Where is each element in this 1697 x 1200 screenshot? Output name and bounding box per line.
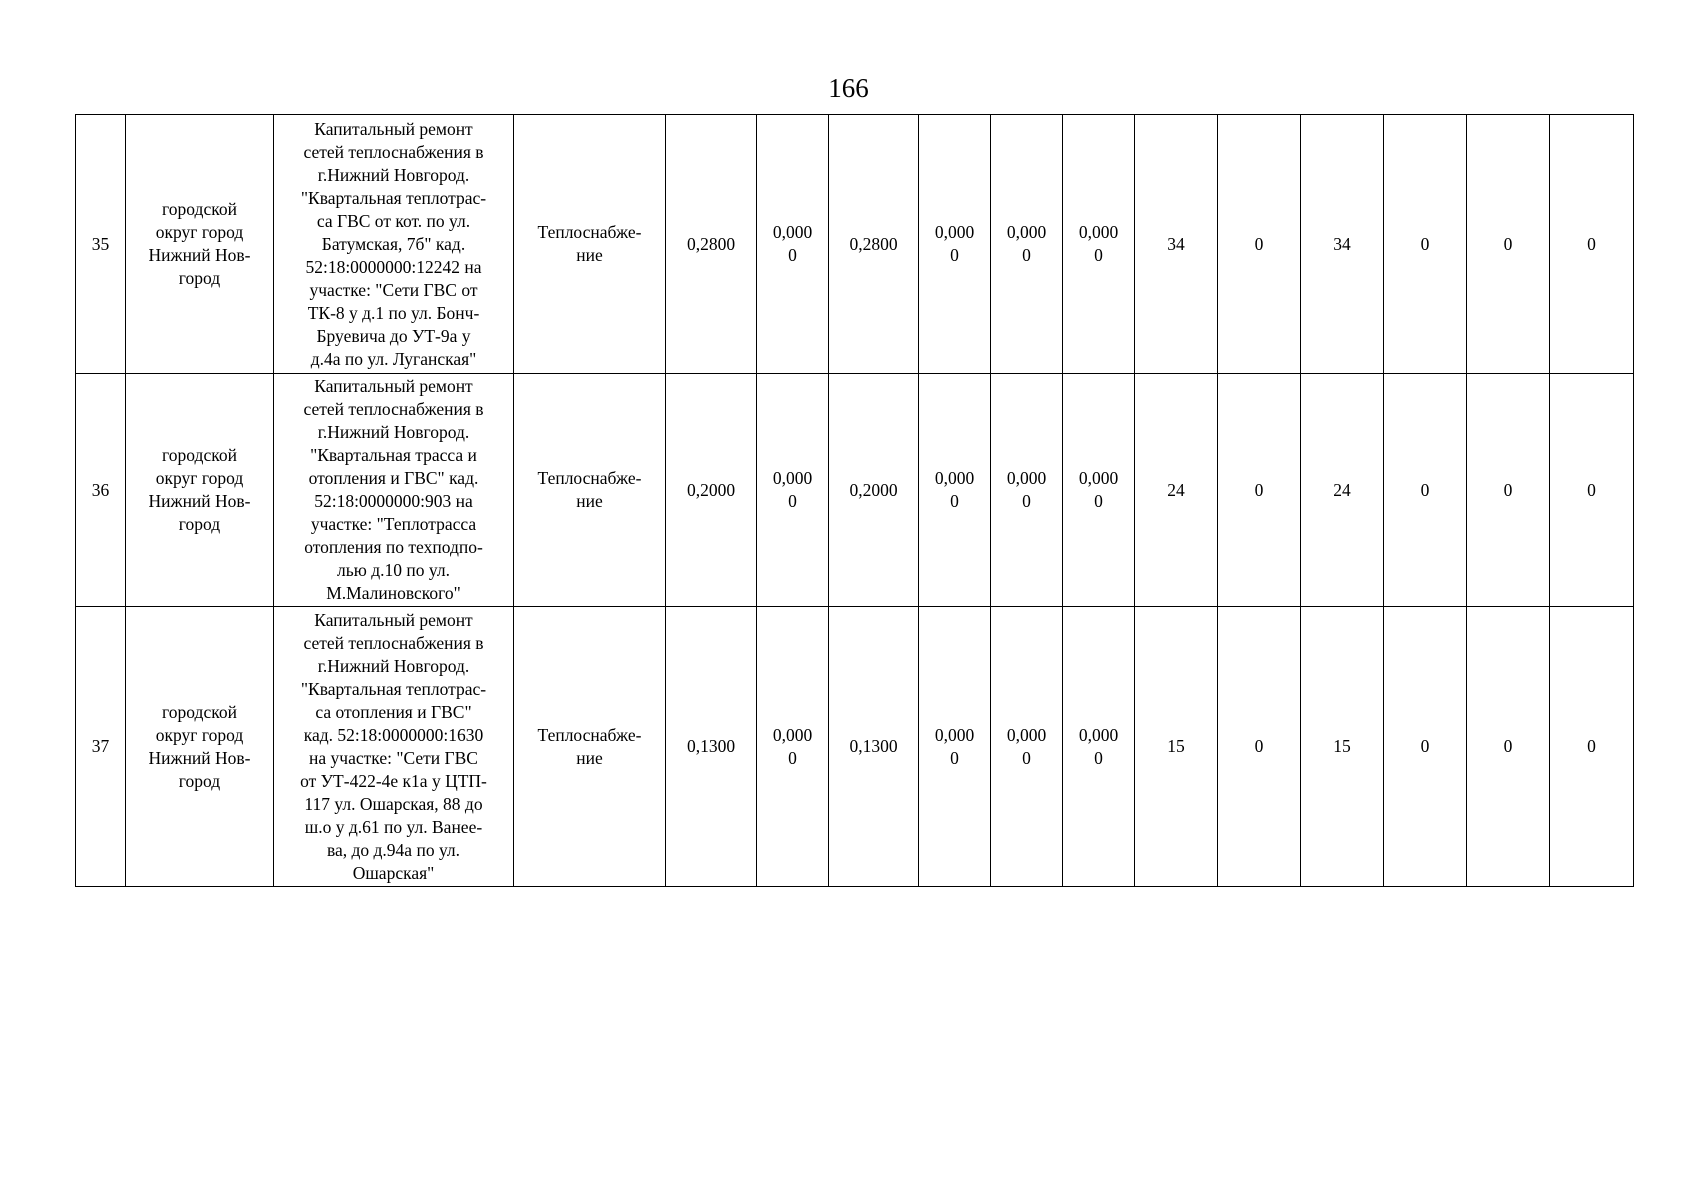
value-cell: 24	[1301, 374, 1384, 607]
page-number: 166	[828, 73, 869, 103]
row-number: 37	[76, 607, 126, 887]
value-cell: 0,000 0	[991, 115, 1063, 374]
value-cell: 0,000 0	[1063, 115, 1135, 374]
row-number: 35	[76, 115, 126, 374]
sector-cell: Теплоснабже- ние	[514, 607, 666, 887]
territory-cell: городской округ город Нижний Нов- город	[126, 607, 274, 887]
table-row	[76, 374, 1634, 607]
value-cell: 0,2000	[829, 374, 919, 607]
value-cell: 0	[1218, 607, 1301, 887]
value-cell: 0,1300	[666, 607, 757, 887]
value-cell: 0,000 0	[991, 374, 1063, 607]
value-cell: 0	[1467, 607, 1550, 887]
sector-cell: Теплоснабже- ние	[514, 115, 666, 374]
table-row	[76, 607, 1634, 887]
value-cell: 0	[1550, 115, 1634, 374]
row-number: 36	[76, 374, 126, 607]
value-cell: 0	[1467, 374, 1550, 607]
value-cell: 0,1300	[829, 607, 919, 887]
value-cell: 15	[1135, 607, 1218, 887]
project-table	[75, 114, 1634, 887]
value-cell: 0,000 0	[991, 607, 1063, 887]
value-cell: 0,000 0	[757, 115, 829, 374]
description-cell: Капитальный ремонт сетей теплоснабжения в г.Нижний Новгород. "Квартальная теплотрас- са ГВС от кот. по ул. Батумская, 7б" кад. 52:18:0000000:12242 на участке: "Сети ГВС от ТК-8 у д.1 по ул. Бонч- Бруевича до УТ-9а у д.4а по ул. Луганская"	[274, 115, 514, 374]
sector-cell: Теплоснабже- ние	[514, 374, 666, 607]
value-cell: 0,000 0	[757, 607, 829, 887]
value-cell: 0,2800	[666, 115, 757, 374]
table-row	[76, 115, 1634, 374]
value-cell: 0,000 0	[919, 374, 991, 607]
value-cell: 0	[1384, 115, 1467, 374]
value-cell: 0,000 0	[1063, 607, 1135, 887]
value-cell: 0	[1467, 115, 1550, 374]
description-cell: Капитальный ремонт сетей теплоснабжения в г.Нижний Новгород. "Квартальная теплотрас- са отопления и ГВС" кад. 52:18:0000000:1630 на участке: "Сети ГВС от УТ-422-4е к1а у ЦТП- 117 ул. Ошарская, 88 до ш.о у д.61 по ул. Ванее- ва, до д.94а по ул. Ошарская"	[274, 607, 514, 887]
value-cell: 34	[1135, 115, 1218, 374]
value-cell: 0,000 0	[919, 607, 991, 887]
value-cell: 0	[1550, 374, 1634, 607]
value-cell: 0,000 0	[1063, 374, 1135, 607]
value-cell: 0	[1384, 374, 1467, 607]
territory-cell: городской округ город Нижний Нов- город	[126, 115, 274, 374]
value-cell: 0	[1218, 115, 1301, 374]
description-cell: Капитальный ремонт сетей теплоснабжения в г.Нижний Новгород. "Квартальная трасса и отопления и ГВС" кад. 52:18:0000000:903 на участке: "Теплотрасса отопления по техподпо- лью д.10 по ул. М.Малиновского"	[274, 374, 514, 607]
value-cell: 0,000 0	[757, 374, 829, 607]
value-cell: 15	[1301, 607, 1384, 887]
value-cell: 0,2000	[666, 374, 757, 607]
value-cell: 0,000 0	[919, 115, 991, 374]
value-cell: 0	[1384, 607, 1467, 887]
value-cell: 0	[1218, 374, 1301, 607]
value-cell: 0	[1550, 607, 1634, 887]
value-cell: 34	[1301, 115, 1384, 374]
value-cell: 24	[1135, 374, 1218, 607]
value-cell: 0,2800	[829, 115, 919, 374]
territory-cell: городской округ город Нижний Нов- город	[126, 374, 274, 607]
